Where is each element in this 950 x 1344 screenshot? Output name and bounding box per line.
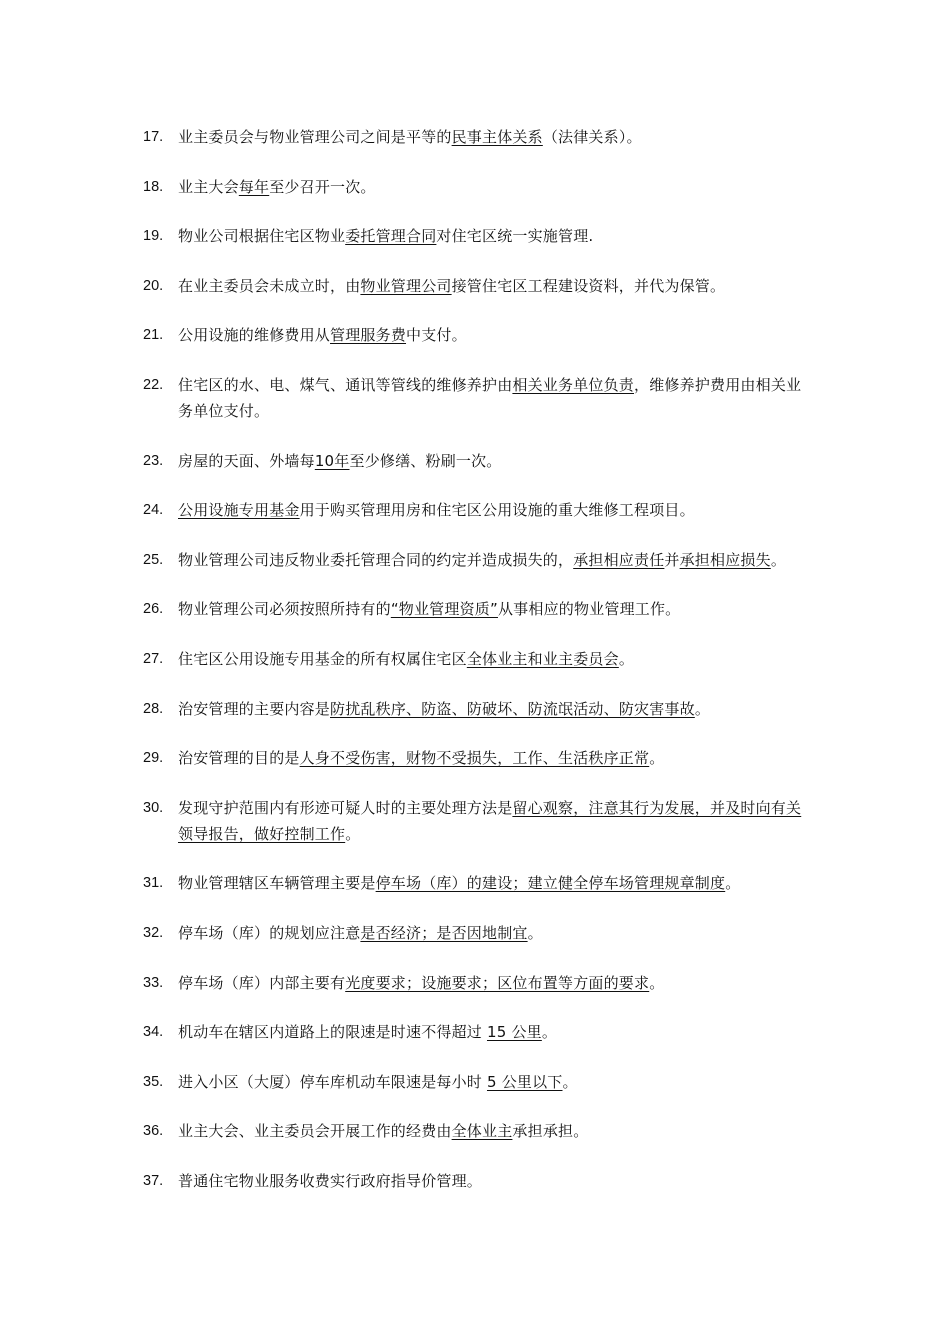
item-text: [178, 124, 813, 150]
list-item: [143, 448, 813, 474]
item-number: 25.: [143, 551, 164, 568]
item-text: [178, 322, 813, 348]
list-item: [143, 273, 813, 299]
text-segment: 并: [664, 550, 680, 569]
list-item: [143, 596, 813, 622]
text-segment: 房屋的天面、外墙每: [178, 451, 315, 470]
item-number: 35.: [143, 1073, 164, 1090]
item-number: 32.: [143, 924, 164, 941]
item-text: [178, 646, 813, 672]
text-segment: 。: [770, 550, 787, 569]
text-segment: ，维修养护费用由相关业务单位支付。: [178, 375, 802, 420]
item-text: [178, 870, 813, 896]
text-segment: 至少召开一次。: [269, 177, 376, 196]
list-item: [143, 1019, 813, 1045]
item-number: 30.: [143, 799, 164, 816]
item-text: [178, 970, 813, 996]
text-segment: （法律关系）。: [542, 128, 642, 146]
text-segment: 。: [649, 749, 665, 768]
underlined-answer: 光度要求；设施要求；区位布置等方面的要求: [345, 973, 650, 992]
list-item: [143, 795, 813, 847]
text-segment: 发现守护范围内有形迹可疑人时的主要处理方法是: [178, 798, 513, 817]
item-number: 20.: [143, 277, 164, 294]
text-segment: 物业公司根据住宅区物业: [178, 227, 346, 246]
text-segment: 停车场（库）内部主要有: [178, 973, 346, 992]
text-segment: 用于购买管理用房和住宅区公用设施的重大维修工程项目。: [299, 501, 695, 520]
text-segment: 住宅区的水、电、煤气、通讯等管线的维修养护由: [178, 375, 513, 394]
underlined-answer: 公用设施专用基金: [178, 501, 300, 520]
underlined-answer: 每年: [238, 177, 270, 196]
list-item: [143, 646, 813, 672]
list-item: [143, 322, 813, 348]
list-item: [143, 870, 813, 896]
text-segment: 在业主委员会未成立时，由: [178, 276, 361, 295]
list-item: [143, 1069, 813, 1095]
list-item: [143, 1118, 813, 1144]
item-text: [178, 920, 813, 946]
underlined-answer: 全体业主: [451, 1122, 513, 1141]
list-item: [143, 372, 813, 424]
list-item: [143, 1168, 813, 1194]
item-text: [178, 795, 813, 847]
item-number: 23.: [143, 452, 164, 469]
item-text: [178, 497, 813, 523]
item-number: 19.: [143, 228, 164, 245]
item-text: [178, 273, 813, 299]
underlined-answer: 15 公里: [486, 1023, 542, 1042]
item-text: [178, 448, 813, 474]
underlined-answer: 委托管理合同: [345, 227, 437, 246]
list-item: [143, 920, 813, 946]
item-text: [178, 596, 813, 622]
list-item: [143, 124, 813, 150]
text-segment: 进入小区（大厦）停车库机动车限速是每小时: [178, 1072, 487, 1091]
text-segment: 停车场（库）的规划应注意: [178, 923, 361, 942]
list-item: [143, 970, 813, 996]
text-segment: 业主大会、业主委员会开展工作的经费由: [178, 1122, 452, 1141]
text-segment: 对住宅区统一实施管理.: [436, 227, 594, 246]
text-segment: 业主委员会与物业管理公司之间是平等的: [178, 128, 452, 146]
item-number: 34.: [143, 1024, 164, 1041]
text-segment: 。: [345, 824, 361, 843]
underlined-answer: 管理服务费: [330, 326, 407, 345]
list-item: [143, 745, 813, 771]
list-item: [143, 497, 813, 523]
list-item: [143, 696, 813, 722]
item-text: [178, 1118, 813, 1144]
list-item: [143, 223, 813, 249]
item-number: 22.: [143, 376, 164, 393]
text-segment: 普通住宅物业服务收费实行政府指导价管理。: [178, 1171, 483, 1190]
item-text: [178, 547, 813, 573]
text-segment: 公用设施的维修费用从: [178, 326, 331, 345]
item-number: 28.: [143, 700, 164, 717]
item-text: [178, 745, 813, 771]
underlined-answer: 全体业主和业主委员会: [466, 649, 619, 668]
text-segment: 。: [541, 1023, 558, 1042]
text-segment: 。: [649, 973, 665, 992]
item-number: 26.: [143, 601, 164, 618]
item-text: [178, 223, 813, 249]
item-number: 17.: [143, 129, 164, 145]
text-segment: 治安管理的目的是: [178, 749, 300, 768]
underlined-answer: 相关业务单位负责: [512, 375, 635, 394]
text-segment: 。: [694, 699, 711, 718]
item-text: [178, 1069, 813, 1095]
underlined-answer: 人身不受伤害，财物不受损失，工作、生活秩序正常: [299, 749, 650, 768]
underlined-answer: 5 公里以下: [486, 1072, 563, 1091]
underlined-answer: 防扰乱秩序、防盗、防破坏、防流氓活动、防灾害事故: [330, 699, 695, 718]
text-segment: 中支付。: [406, 326, 467, 345]
underlined-answer: 承担相应责任: [573, 550, 665, 569]
item-number: 27.: [143, 650, 164, 667]
text-segment: 。: [562, 1072, 578, 1091]
text-segment: 机动车在辖区内道路上的限速是时速不得超过: [178, 1023, 487, 1042]
item-number: 31.: [143, 875, 164, 892]
text-segment: 物业管理辖区车辆管理主要是: [178, 874, 376, 893]
underlined-answer: “物业管理资质”: [390, 600, 498, 619]
item-text: [178, 1019, 813, 1045]
list-item: [143, 547, 813, 573]
item-number: 18.: [143, 178, 164, 195]
item-text: [178, 372, 813, 424]
item-number: 21.: [143, 327, 164, 344]
item-number: 33.: [143, 974, 164, 991]
text-segment: 业主大会: [178, 177, 239, 196]
item-number: 36.: [143, 1123, 164, 1140]
text-segment: 从事相应的物业管理工作。: [497, 600, 681, 619]
underlined-answer: 承担相应损失: [679, 550, 771, 569]
list-item: [143, 174, 813, 200]
underlined-answer: 是否经济；是否因地制宜: [360, 923, 528, 942]
text-segment: 接管住宅区工程建设资料，并代为保管。: [451, 276, 726, 295]
underlined-answer: 停车场（库）的建设；建立健全停车场管理规章制度: [375, 874, 726, 893]
text-segment: 住宅区公用设施专用基金的所有权属住宅区: [178, 649, 467, 668]
item-text: [178, 696, 813, 722]
item-number: 24.: [143, 502, 164, 519]
question-list: [143, 124, 813, 1217]
item-number: 37.: [143, 1172, 164, 1189]
underlined-answer: 物业管理公司: [360, 276, 452, 295]
text-segment: 至少修缮、粉刷一次。: [349, 451, 502, 470]
text-segment: 。: [725, 874, 741, 893]
text-segment: 治安管理的主要内容是: [178, 699, 331, 718]
item-text: [178, 174, 813, 200]
text-segment: 承担承担。: [512, 1122, 589, 1141]
text-segment: 物业管理公司必须按照所持有的: [178, 600, 391, 619]
underlined-answer: 10年: [314, 451, 350, 470]
text-segment: 。: [618, 649, 635, 668]
underlined-answer: 民事主体关系: [451, 128, 543, 146]
item-number: 29.: [143, 750, 164, 767]
item-text: [178, 1168, 813, 1194]
underlined-answer: 留心观察，注意其行为发展，并及时向有关领导报告，做好控制工作: [178, 798, 802, 843]
text-segment: 物业管理公司违反物业委托管理合同的约定并造成损失的，: [178, 550, 574, 569]
text-segment: 。: [527, 923, 543, 942]
